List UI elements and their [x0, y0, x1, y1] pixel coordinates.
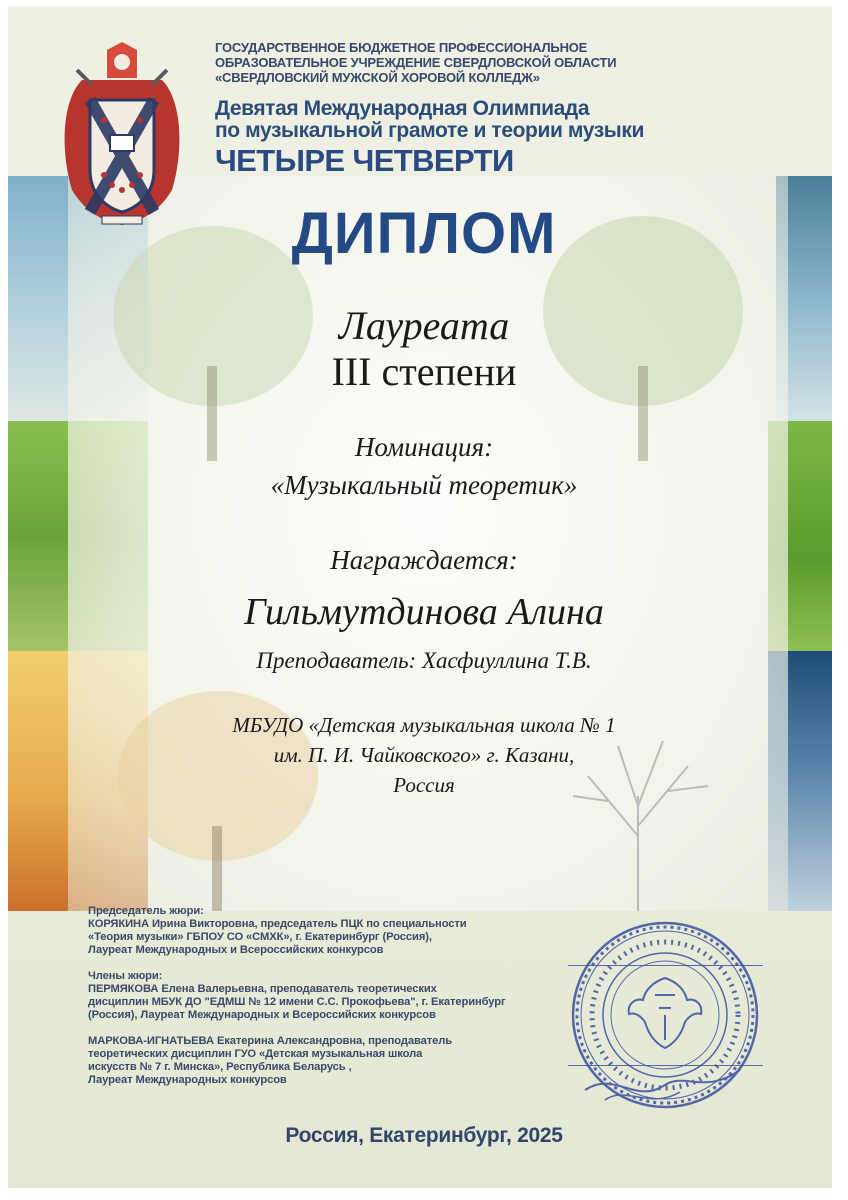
recipient-name: Гильмутдинова Алина — [244, 591, 604, 633]
org-line: «СВЕРДЛОВСКИЙ МУЖСКОЙ ХОРОВОЙ КОЛЛЕДЖ» — [215, 70, 540, 85]
nomination-value: «Музыкальный теоретик» — [270, 470, 578, 500]
olympiad-line: по музыкальной грамоте и теории музыки — [215, 119, 644, 142]
olympiad-line: Девятая Международная Олимпиада — [215, 97, 590, 120]
jury-chair-line: КОРЯКИНА Ирина Викторовна, председатель ПЦК по специальности — [88, 918, 467, 930]
organization-name — [215, 40, 635, 85]
olympiad-name: ЧЕТЫРЕ ЧЕТВЕРТИ — [215, 143, 514, 178]
laureate-title: Лауреата — [338, 303, 510, 348]
teacher-line: Преподаватель: Хасфиуллина Т.В. — [256, 648, 592, 673]
school-line: Россия — [393, 773, 455, 797]
school-line: им. П. И. Чайковского» г. Казани, — [273, 743, 575, 767]
diploma-heading: ДИПЛОМ — [291, 201, 557, 266]
jury-block — [88, 905, 558, 1087]
jury-member-line: МАРКОВА-ИГНАТЬЕВА Екатерина Александровна, преподаватель — [88, 1035, 453, 1047]
jury-member-line: теоретических дисциплин ГУО «Детская музыкальная школа — [88, 1048, 423, 1060]
jury-member-line: дисциплин МБУК ДО "ЕДМШ № 12 имени С.С. Прокофьева", г. Екатеринбург — [88, 996, 506, 1008]
org-line: ОБРАЗОВАТЕЛЬНОЕ УЧРЕЖДЕНИЕ СВЕРДЛОВСКОЙ ОБЛАСТИ — [215, 55, 617, 70]
jury-members-label: Члены жюри: — [88, 970, 163, 982]
nomination-label: Номинация: — [354, 432, 494, 462]
jury-chair-line: Лауреат Международных и Всероссийских конкурсов — [88, 944, 384, 956]
school-line: МБУДО «Детская музыкальная школа № 1 — [232, 713, 616, 737]
org-line: ГОСУДАРСТВЕННОЕ БЮДЖЕТНОЕ ПРОФЕССИОНАЛЬНОЕ — [215, 40, 588, 55]
jury-chair-label: Председатель жюри: — [88, 905, 204, 917]
degree-title: III степени — [331, 349, 517, 394]
jury-member-line: (Россия), Лауреат Международных и Всероссийских конкурсов — [88, 1009, 436, 1021]
jury-member-line: ПЕРМЯКОВА Елена Валерьевна, преподаватель теоретических — [88, 983, 437, 995]
jury-chair-line: «Теория музыки» ГБПОУ СО «СМХК», г. Екатеринбург (Россия), — [88, 931, 432, 943]
footer-place-year: Россия, Екатеринбург, 2025 — [285, 1124, 563, 1147]
jury-member-line: Лауреат Международных конкурсов — [88, 1074, 287, 1086]
official-seal-stamp — [565, 920, 765, 1120]
awarded-label: Награждается: — [330, 545, 518, 575]
jury-member-line: искусств № 7 г. Минска», Республика Беларусь , — [88, 1061, 352, 1073]
olympiad-title — [215, 98, 735, 142]
